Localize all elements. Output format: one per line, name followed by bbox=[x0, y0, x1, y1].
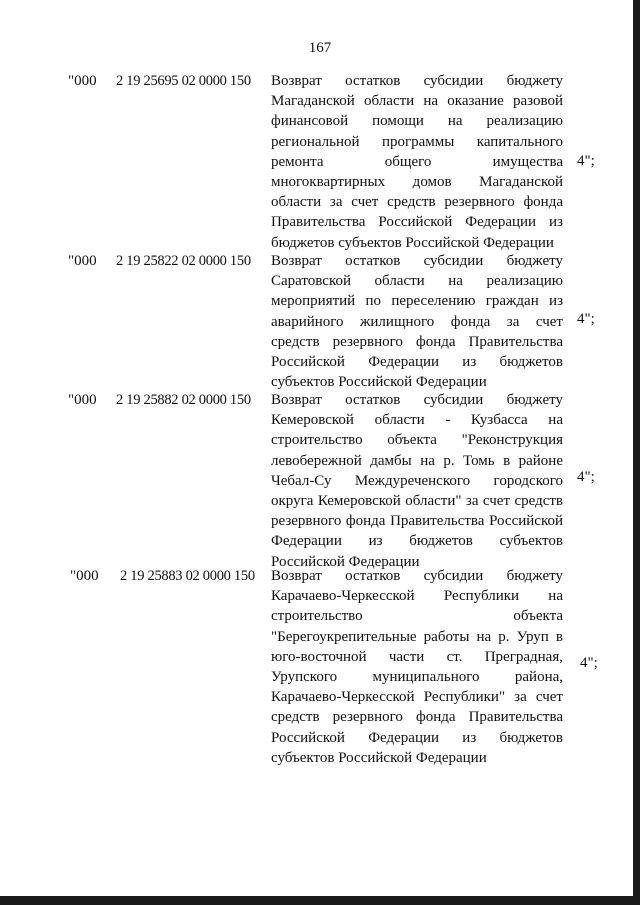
entry-suffix: 4"; bbox=[577, 153, 595, 169]
entry-suffix: 4"; bbox=[577, 469, 595, 485]
entry-prefix: "000 bbox=[68, 253, 97, 269]
entry-prefix: "000 bbox=[68, 392, 97, 408]
budget-code: 2 19 25695 02 0000 150 bbox=[116, 73, 251, 89]
page-number: 167 bbox=[308, 40, 332, 56]
entry-description: Возврат остатков субсидии бюджету Карачаево-Черкесской Республики на строительство объекта "Берегоукрепительные работы на р. Уруп в юго-восточной части ст. Преградная, Урупского муниципального района, Карачаево-Черкесской Республики" за счет средств резервного фонда Правительства Российской Федерации из бюджетов субъектов Российской Федерации bbox=[271, 568, 563, 766]
entry-description: Возврат остатков субсидии бюджету Магаданской области на оказание разовой финансовой помощи на реализацию региональной программы капитального ремонта общего имущества многоквартирных домов Магаданской области за счет средств резервного фонда Правительства Российской Федерации из бюджетов субъектов Российской Федерации bbox=[271, 73, 563, 251]
scan-edge-right bbox=[633, 0, 640, 905]
budget-code: 2 19 25883 02 0000 150 bbox=[120, 568, 255, 584]
scan-edge-bottom bbox=[0, 896, 640, 905]
entry-suffix: 4"; bbox=[577, 311, 595, 327]
budget-code: 2 19 25882 02 0000 150 bbox=[116, 392, 251, 408]
entry-description: Возврат остатков субсидии бюджету Саратовской области на реализацию мероприятий по переселению граждан из аварийного жилищного фонда за счет средств резервного фонда Правительства Российской Федерации из бюджетов субъектов Российской Федерации bbox=[271, 253, 563, 391]
entry-description: Возврат остатков субсидии бюджету Кемеровской области - Кузбасса на строительство объекта "Реконструкция левобережной дамбы на р. Томь в районе Чебал-Су Междуреченского городского округа Кемеровской области" за счет средств резервного фонда Правительства Российской Федерации из бюджетов субъектов Российской Федерации bbox=[271, 392, 563, 570]
entry-prefix: "000 bbox=[68, 73, 97, 89]
budget-code: 2 19 25822 02 0000 150 bbox=[116, 253, 251, 269]
entry-suffix: 4"; bbox=[580, 655, 598, 671]
entry-prefix: "000 bbox=[70, 568, 99, 584]
